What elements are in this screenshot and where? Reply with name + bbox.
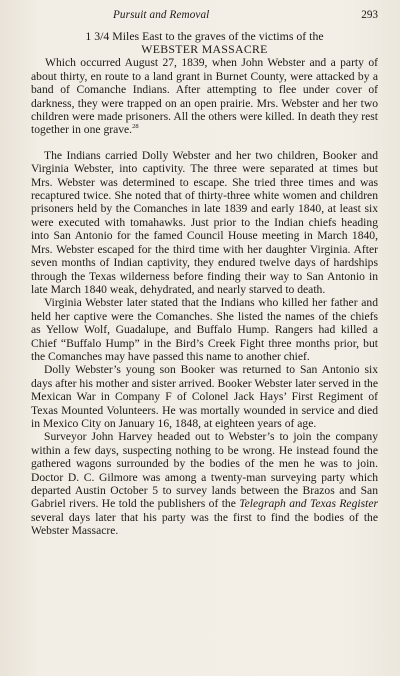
paragraph-virginia: Virginia Webster later stated that the Indians who killed her father and held her captive were the Comanches. She listed the names of the chiefs as Yellow Wolf, Guadalupe, and Buffalo Hump. Rangers had killed a Chief “Buffalo Hump” in the Bird’s Creek Fight three months prior, but the Comanches may have passed this name to another chief. (31, 296, 378, 363)
newspaper-title: Telegraph and Texas Register (239, 497, 378, 511)
paragraph-booker: Dolly Webster’s young son Booker was returned to San Antonio six days after his mother and sister arrived. Booker Webster later served in the Mexican War in Company F of Colonel Jack Hays’ First Regiment of Texas Mounted Volunteers. He was mortally wounded in service and died in Mexico City on January 16, 1848, at eighteen years of age. (31, 363, 378, 430)
paragraph-harvey-end: several days later that his party was the first to find the bodies of the Webster Massacre. (31, 510, 378, 538)
marker-inscription-text: Which occurred August 27, 1839, when John Webster and a party of about thirty, en route to a land grant in Burnet County, were attacked by a band of Comanche Indians. After attempting to flee under cover of darkness, they were trapped on an open prairie. Mrs. Webster and her two children were made prisoners. All the others were killed. In death they rest together in one grave. (31, 56, 378, 137)
footnote-reference: 28 (132, 123, 139, 131)
page-number: 293 (361, 9, 378, 21)
marker-line: 1 3/4 Miles East to the graves of the victims of the (85, 29, 324, 43)
paragraph-harvey-start: Surveyor John Harvey headed out to Webster’s to join the company within a few days, suspecting nothing to be wrong. He instead found the gathered wagons surrounded by the bodies of the men he was to join. Doctor D. C. Gilmore was among a twenty-man surveying party which departed Austin October 5 to survey lands between the Brazos and San Gabriel rivers. He told the publishers of the (31, 430, 378, 511)
page-header (31, 6, 378, 28)
marker-title: WEBSTER MASSACRE (141, 42, 268, 57)
historical-marker-text (31, 30, 378, 137)
paragraph-captivity: The Indians carried Dolly Webster and her two children, Booker and Virginia Webster, into captivity. The three were separated at times but Mrs. Webster was determined to escape. She tried three times and was recaptured twice. She noted that of thirty-three white women and children prisoners held by the Comanches in late 1839 and early 1840, at least six were executed with tomahawks. Just prior to the Indian chiefs heading into San Antonio for the famed Council House meeting in March 1840, Mrs. Webster escaped for the third time with her daughter Virginia. After seven months of Indian captivity, they endured twelve days of hardships through the Texas wilderness before finding their way to San Antonio in late March 1840 weak, dehydrated, and nearly starved to death. (31, 148, 378, 296)
body-text (31, 149, 378, 538)
running-head: Pursuit and Removal (113, 9, 210, 21)
marker-inscription (31, 56, 378, 136)
paragraph-harvey (31, 430, 378, 537)
